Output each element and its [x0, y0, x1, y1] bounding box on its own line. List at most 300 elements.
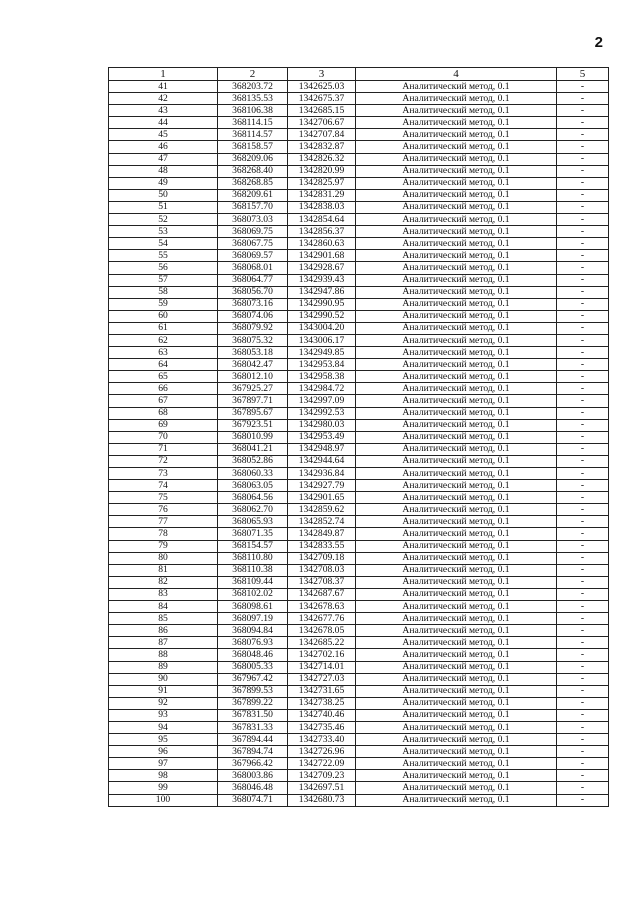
method-cell: Аналитический метод, 0.1	[356, 685, 557, 697]
x-coordinate-cell: 368042.47	[218, 359, 288, 371]
table-row	[109, 250, 609, 262]
point-number-cell: 91	[109, 685, 218, 697]
value-cell: -	[557, 189, 609, 201]
value-cell: -	[557, 794, 609, 806]
point-number-cell: 54	[109, 238, 218, 250]
method-cell: Аналитический метод, 0.1	[356, 322, 557, 334]
y-coordinate-cell: 1342990.52	[288, 310, 356, 322]
y-coordinate-cell: 1342832.87	[288, 141, 356, 153]
point-number-cell: 87	[109, 637, 218, 649]
value-cell: -	[557, 637, 609, 649]
x-coordinate-cell: 368005.33	[218, 661, 288, 673]
method-cell: Аналитический метод, 0.1	[356, 588, 557, 600]
point-number-cell: 46	[109, 141, 218, 153]
x-coordinate-cell: 368053.18	[218, 347, 288, 359]
value-cell: -	[557, 105, 609, 117]
column-header: 5	[557, 68, 609, 81]
y-coordinate-cell: 1342939.43	[288, 274, 356, 286]
value-cell: -	[557, 480, 609, 492]
point-number-cell: 96	[109, 746, 218, 758]
point-number-cell: 42	[109, 93, 218, 105]
x-coordinate-cell: 368075.32	[218, 334, 288, 346]
point-number-cell: 83	[109, 588, 218, 600]
method-cell: Аналитический метод, 0.1	[356, 383, 557, 395]
value-cell: -	[557, 153, 609, 165]
column-header: 4	[356, 68, 557, 81]
point-number-cell: 94	[109, 721, 218, 733]
value-cell: -	[557, 504, 609, 516]
value-cell: -	[557, 468, 609, 480]
y-coordinate-cell: 1342685.22	[288, 637, 356, 649]
value-cell: -	[557, 310, 609, 322]
point-number-cell: 50	[109, 189, 218, 201]
x-coordinate-cell: 367925.27	[218, 383, 288, 395]
value-cell: -	[557, 165, 609, 177]
value-cell: -	[557, 492, 609, 504]
method-cell: Аналитический метод, 0.1	[356, 81, 557, 93]
point-number-cell: 59	[109, 298, 218, 310]
value-cell: -	[557, 383, 609, 395]
value-cell: -	[557, 758, 609, 770]
method-cell: Аналитический метод, 0.1	[356, 504, 557, 516]
x-coordinate-cell: 367894.74	[218, 746, 288, 758]
x-coordinate-cell: 368074.06	[218, 310, 288, 322]
y-coordinate-cell: 1342726.96	[288, 746, 356, 758]
table-row	[109, 637, 609, 649]
x-coordinate-cell: 367967.42	[218, 673, 288, 685]
method-cell: Аналитический метод, 0.1	[356, 238, 557, 250]
table-row	[109, 734, 609, 746]
point-number-cell: 88	[109, 649, 218, 661]
table-row	[109, 794, 609, 806]
y-coordinate-cell: 1342738.25	[288, 697, 356, 709]
value-cell: -	[557, 117, 609, 129]
point-number-cell: 69	[109, 419, 218, 431]
table-row	[109, 721, 609, 733]
table-row	[109, 117, 609, 129]
x-coordinate-cell: 367923.51	[218, 419, 288, 431]
point-number-cell: 79	[109, 540, 218, 552]
y-coordinate-cell: 1342706.67	[288, 117, 356, 129]
point-number-cell: 71	[109, 443, 218, 455]
table-row	[109, 770, 609, 782]
y-coordinate-cell: 1342928.67	[288, 262, 356, 274]
y-coordinate-cell: 1342854.64	[288, 214, 356, 226]
table-row	[109, 153, 609, 165]
point-number-cell: 55	[109, 250, 218, 262]
x-coordinate-cell: 368076.93	[218, 637, 288, 649]
x-coordinate-cell: 368203.72	[218, 81, 288, 93]
method-cell: Аналитический метод, 0.1	[356, 214, 557, 226]
y-coordinate-cell: 1342949.85	[288, 347, 356, 359]
point-number-cell: 51	[109, 201, 218, 213]
table-row	[109, 782, 609, 794]
y-coordinate-cell: 1342944.64	[288, 455, 356, 467]
method-cell: Аналитический метод, 0.1	[356, 250, 557, 262]
y-coordinate-cell: 1342678.05	[288, 625, 356, 637]
method-cell: Аналитический метод, 0.1	[356, 407, 557, 419]
table-row	[109, 214, 609, 226]
table-row	[109, 274, 609, 286]
table-row	[109, 540, 609, 552]
value-cell: -	[557, 564, 609, 576]
x-coordinate-cell: 368003.86	[218, 770, 288, 782]
value-cell: -	[557, 685, 609, 697]
method-cell: Аналитический метод, 0.1	[356, 516, 557, 528]
point-number-cell: 48	[109, 165, 218, 177]
value-cell: -	[557, 455, 609, 467]
y-coordinate-cell: 1342849.87	[288, 528, 356, 540]
point-number-cell: 81	[109, 564, 218, 576]
y-coordinate-cell: 1342825.97	[288, 177, 356, 189]
value-cell: -	[557, 576, 609, 588]
method-cell: Аналитический метод, 0.1	[356, 347, 557, 359]
y-coordinate-cell: 1342733.40	[288, 734, 356, 746]
y-coordinate-cell: 1342625.03	[288, 81, 356, 93]
value-cell: -	[557, 407, 609, 419]
y-coordinate-cell: 1342953.84	[288, 359, 356, 371]
method-cell: Аналитический метод, 0.1	[356, 262, 557, 274]
table-row	[109, 310, 609, 322]
value-cell: -	[557, 746, 609, 758]
y-coordinate-cell: 1342936.84	[288, 468, 356, 480]
y-coordinate-cell: 1342820.99	[288, 165, 356, 177]
value-cell: -	[557, 419, 609, 431]
table-row	[109, 528, 609, 540]
y-coordinate-cell: 1342731.65	[288, 685, 356, 697]
value-cell: -	[557, 673, 609, 685]
point-number-cell: 80	[109, 552, 218, 564]
value-cell: -	[557, 141, 609, 153]
x-coordinate-cell: 368098.61	[218, 601, 288, 613]
table-row	[109, 697, 609, 709]
x-coordinate-cell: 368060.33	[218, 468, 288, 480]
y-coordinate-cell: 1342833.55	[288, 540, 356, 552]
value-cell: -	[557, 661, 609, 673]
method-cell: Аналитический метод, 0.1	[356, 770, 557, 782]
x-coordinate-cell: 368065.93	[218, 516, 288, 528]
method-cell: Аналитический метод, 0.1	[356, 117, 557, 129]
x-coordinate-cell: 368041.21	[218, 443, 288, 455]
method-cell: Аналитический метод, 0.1	[356, 673, 557, 685]
method-cell: Аналитический метод, 0.1	[356, 371, 557, 383]
x-coordinate-cell: 368110.38	[218, 564, 288, 576]
x-coordinate-cell: 368157.70	[218, 201, 288, 213]
method-cell: Аналитический метод, 0.1	[356, 552, 557, 564]
value-cell: -	[557, 371, 609, 383]
value-cell: -	[557, 262, 609, 274]
point-number-cell: 65	[109, 371, 218, 383]
y-coordinate-cell: 1342685.15	[288, 105, 356, 117]
value-cell: -	[557, 697, 609, 709]
point-number-cell: 93	[109, 709, 218, 721]
value-cell: -	[557, 443, 609, 455]
x-coordinate-cell: 368114.57	[218, 129, 288, 141]
point-number-cell: 84	[109, 601, 218, 613]
column-header: 3	[288, 68, 356, 81]
x-coordinate-cell: 368268.85	[218, 177, 288, 189]
method-cell: Аналитический метод, 0.1	[356, 189, 557, 201]
y-coordinate-cell: 1342838.03	[288, 201, 356, 213]
x-coordinate-cell: 367899.53	[218, 685, 288, 697]
value-cell: -	[557, 359, 609, 371]
method-cell: Аналитический метод, 0.1	[356, 129, 557, 141]
method-cell: Аналитический метод, 0.1	[356, 746, 557, 758]
method-cell: Аналитический метод, 0.1	[356, 613, 557, 625]
x-coordinate-cell: 368062.70	[218, 504, 288, 516]
value-cell: -	[557, 588, 609, 600]
method-cell: Аналитический метод, 0.1	[356, 165, 557, 177]
value-cell: -	[557, 201, 609, 213]
y-coordinate-cell: 1342948.97	[288, 443, 356, 455]
y-coordinate-cell: 1342901.68	[288, 250, 356, 262]
y-coordinate-cell: 1342990.95	[288, 298, 356, 310]
table-row	[109, 661, 609, 673]
method-cell: Аналитический метод, 0.1	[356, 177, 557, 189]
table-row	[109, 226, 609, 238]
table-row	[109, 371, 609, 383]
x-coordinate-cell: 368063.05	[218, 480, 288, 492]
method-cell: Аналитический метод, 0.1	[356, 721, 557, 733]
table-row	[109, 262, 609, 274]
value-cell: -	[557, 649, 609, 661]
method-cell: Аналитический метод, 0.1	[356, 649, 557, 661]
x-coordinate-cell: 368079.92	[218, 322, 288, 334]
table-row	[109, 359, 609, 371]
value-cell: -	[557, 552, 609, 564]
method-cell: Аналитический метод, 0.1	[356, 298, 557, 310]
column-header: 1	[109, 68, 218, 81]
method-cell: Аналитический метод, 0.1	[356, 141, 557, 153]
value-cell: -	[557, 347, 609, 359]
method-cell: Аналитический метод, 0.1	[356, 782, 557, 794]
point-number-cell: 47	[109, 153, 218, 165]
method-cell: Аналитический метод, 0.1	[356, 274, 557, 286]
point-number-cell: 44	[109, 117, 218, 129]
x-coordinate-cell: 367895.67	[218, 407, 288, 419]
point-number-cell: 86	[109, 625, 218, 637]
method-cell: Аналитический метод, 0.1	[356, 431, 557, 443]
y-coordinate-cell: 1342709.18	[288, 552, 356, 564]
table-row	[109, 468, 609, 480]
table-row	[109, 93, 609, 105]
point-number-cell: 82	[109, 576, 218, 588]
y-coordinate-cell: 1342997.09	[288, 395, 356, 407]
y-coordinate-cell: 1342727.03	[288, 673, 356, 685]
y-coordinate-cell: 1342953.49	[288, 431, 356, 443]
x-coordinate-cell: 368114.15	[218, 117, 288, 129]
y-coordinate-cell: 1342702.16	[288, 649, 356, 661]
method-cell: Аналитический метод, 0.1	[356, 443, 557, 455]
x-coordinate-cell: 368064.56	[218, 492, 288, 504]
x-coordinate-cell: 368097.19	[218, 613, 288, 625]
x-coordinate-cell: 368154.57	[218, 540, 288, 552]
value-cell: -	[557, 81, 609, 93]
y-coordinate-cell: 1342708.37	[288, 576, 356, 588]
table-row	[109, 588, 609, 600]
method-cell: Аналитический метод, 0.1	[356, 601, 557, 613]
point-number-cell: 63	[109, 347, 218, 359]
x-coordinate-cell: 368109.44	[218, 576, 288, 588]
method-cell: Аналитический метод, 0.1	[356, 540, 557, 552]
table-row	[109, 492, 609, 504]
table-row	[109, 625, 609, 637]
point-number-cell: 85	[109, 613, 218, 625]
x-coordinate-cell: 368071.35	[218, 528, 288, 540]
table-row	[109, 673, 609, 685]
point-number-cell: 97	[109, 758, 218, 770]
y-coordinate-cell: 1342697.51	[288, 782, 356, 794]
y-coordinate-cell: 1342947.86	[288, 286, 356, 298]
table-row	[109, 576, 609, 588]
value-cell: -	[557, 431, 609, 443]
point-number-cell: 76	[109, 504, 218, 516]
point-number-cell: 57	[109, 274, 218, 286]
y-coordinate-cell: 1342859.62	[288, 504, 356, 516]
y-coordinate-cell: 1342735.46	[288, 721, 356, 733]
table-row	[109, 516, 609, 528]
y-coordinate-cell: 1342984.72	[288, 383, 356, 395]
table-row	[109, 129, 609, 141]
x-coordinate-cell: 368069.75	[218, 226, 288, 238]
point-number-cell: 56	[109, 262, 218, 274]
table-row	[109, 419, 609, 431]
table-row	[109, 189, 609, 201]
table-row	[109, 347, 609, 359]
table-row	[109, 298, 609, 310]
point-number-cell: 64	[109, 359, 218, 371]
method-cell: Аналитический метод, 0.1	[356, 455, 557, 467]
x-coordinate-cell: 368209.06	[218, 153, 288, 165]
point-number-cell: 62	[109, 334, 218, 346]
value-cell: -	[557, 709, 609, 721]
table-row	[109, 431, 609, 443]
method-cell: Аналитический метод, 0.1	[356, 492, 557, 504]
x-coordinate-cell: 367899.22	[218, 697, 288, 709]
point-number-cell: 73	[109, 468, 218, 480]
point-number-cell: 99	[109, 782, 218, 794]
point-number-cell: 95	[109, 734, 218, 746]
y-coordinate-cell: 1342707.84	[288, 129, 356, 141]
table-row	[109, 552, 609, 564]
value-cell: -	[557, 129, 609, 141]
value-cell: -	[557, 93, 609, 105]
method-cell: Аналитический метод, 0.1	[356, 201, 557, 213]
method-cell: Аналитический метод, 0.1	[356, 637, 557, 649]
value-cell: -	[557, 250, 609, 262]
table-row	[109, 746, 609, 758]
method-cell: Аналитический метод, 0.1	[356, 528, 557, 540]
x-coordinate-cell: 368010.99	[218, 431, 288, 443]
method-cell: Аналитический метод, 0.1	[356, 709, 557, 721]
x-coordinate-cell: 368052.86	[218, 455, 288, 467]
page-number: 2	[594, 34, 603, 51]
method-cell: Аналитический метод, 0.1	[356, 576, 557, 588]
x-coordinate-cell: 368094.84	[218, 625, 288, 637]
method-cell: Аналитический метод, 0.1	[356, 625, 557, 637]
point-number-cell: 53	[109, 226, 218, 238]
table-row	[109, 564, 609, 576]
method-cell: Аналитический метод, 0.1	[356, 419, 557, 431]
y-coordinate-cell: 1342927.79	[288, 480, 356, 492]
table-body	[109, 81, 609, 807]
x-coordinate-cell: 367831.33	[218, 721, 288, 733]
y-coordinate-cell: 1342714.01	[288, 661, 356, 673]
table-row	[109, 709, 609, 721]
table-row	[109, 201, 609, 213]
value-cell: -	[557, 395, 609, 407]
table-row	[109, 758, 609, 770]
point-number-cell: 78	[109, 528, 218, 540]
table-row	[109, 81, 609, 93]
point-number-cell: 67	[109, 395, 218, 407]
table-row	[109, 613, 609, 625]
y-coordinate-cell: 1342687.67	[288, 588, 356, 600]
point-number-cell: 58	[109, 286, 218, 298]
value-cell: -	[557, 322, 609, 334]
value-cell: -	[557, 625, 609, 637]
table-row	[109, 480, 609, 492]
point-number-cell: 45	[109, 129, 218, 141]
value-cell: -	[557, 298, 609, 310]
x-coordinate-cell: 368135.53	[218, 93, 288, 105]
value-cell: -	[557, 782, 609, 794]
table-row	[109, 105, 609, 117]
y-coordinate-cell: 1342678.63	[288, 601, 356, 613]
point-number-cell: 89	[109, 661, 218, 673]
x-coordinate-cell: 368048.46	[218, 649, 288, 661]
method-cell: Аналитический метод, 0.1	[356, 734, 557, 746]
column-header: 2	[218, 68, 288, 81]
value-cell: -	[557, 238, 609, 250]
table-row	[109, 141, 609, 153]
x-coordinate-cell: 368073.03	[218, 214, 288, 226]
y-coordinate-cell: 1342860.63	[288, 238, 356, 250]
y-coordinate-cell: 1342675.37	[288, 93, 356, 105]
value-cell: -	[557, 214, 609, 226]
value-cell: -	[557, 540, 609, 552]
y-coordinate-cell: 1342740.46	[288, 709, 356, 721]
table-row	[109, 601, 609, 613]
point-number-cell: 60	[109, 310, 218, 322]
y-coordinate-cell: 1342980.03	[288, 419, 356, 431]
y-coordinate-cell: 1342958.38	[288, 371, 356, 383]
x-coordinate-cell: 368068.01	[218, 262, 288, 274]
y-coordinate-cell: 1342852.74	[288, 516, 356, 528]
x-coordinate-cell: 368074.71	[218, 794, 288, 806]
x-coordinate-cell: 368069.57	[218, 250, 288, 262]
point-number-cell: 68	[109, 407, 218, 419]
y-coordinate-cell: 1342856.37	[288, 226, 356, 238]
value-cell: -	[557, 274, 609, 286]
method-cell: Аналитический метод, 0.1	[356, 286, 557, 298]
point-number-cell: 49	[109, 177, 218, 189]
method-cell: Аналитический метод, 0.1	[356, 564, 557, 576]
table-row	[109, 395, 609, 407]
point-number-cell: 75	[109, 492, 218, 504]
x-coordinate-cell: 367894.44	[218, 734, 288, 746]
table-row	[109, 685, 609, 697]
point-number-cell: 52	[109, 214, 218, 226]
method-cell: Аналитический метод, 0.1	[356, 468, 557, 480]
x-coordinate-cell: 368268.40	[218, 165, 288, 177]
point-number-cell: 61	[109, 322, 218, 334]
x-coordinate-cell: 368158.57	[218, 141, 288, 153]
point-number-cell: 41	[109, 81, 218, 93]
table-row	[109, 407, 609, 419]
y-coordinate-cell: 1342826.32	[288, 153, 356, 165]
method-cell: Аналитический метод, 0.1	[356, 153, 557, 165]
